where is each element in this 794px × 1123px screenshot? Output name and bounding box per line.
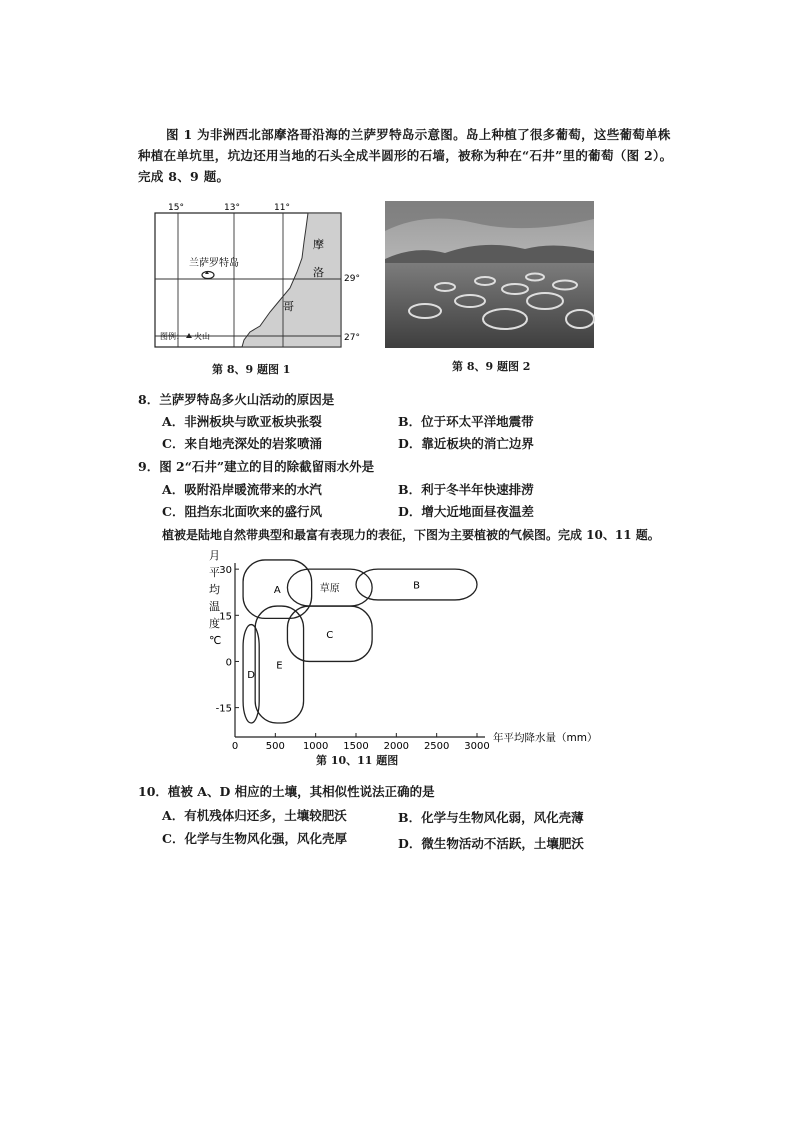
x-tick-label: 500	[265, 741, 285, 752]
q8-option-c: C．来自地壳深处的岩浆喷涌	[162, 436, 322, 451]
map-figure	[152, 200, 360, 350]
q9-option-a: A．吸附沿岸暖流带来的水汽	[162, 482, 322, 497]
region-label: E	[276, 660, 283, 672]
y-label-char: 月	[209, 549, 220, 562]
intro-paragraph-2: 植被是陆地自然带典型和最富有表现力的表征，下图为主要植被的气候图。完成 10、11 题。	[162, 528, 660, 542]
y-tick-label: 0	[225, 657, 232, 669]
x-tick-label: 2500	[423, 741, 450, 752]
y-tick-label: 30	[219, 565, 232, 577]
intro-paragraph-1	[138, 124, 678, 187]
q10-option-b: B．化学与生物风化弱，风化壳薄	[398, 810, 584, 825]
chart-svg	[195, 545, 615, 750]
region-label: 草原	[319, 583, 340, 595]
y-axis-label	[209, 549, 221, 647]
lon-label-11: 11°	[274, 203, 290, 213]
y-label-char: 度	[209, 617, 220, 630]
region-label: B	[413, 580, 420, 592]
photo-svg	[385, 201, 594, 348]
x-tick-label: 0	[231, 741, 239, 752]
y-label-char: 均	[209, 583, 220, 596]
region-label: A	[273, 585, 281, 597]
q8-option-d: D．靠近板块的消亡边界	[398, 436, 534, 451]
q9-option-d: D．增大近地面昼夜温差	[398, 504, 534, 519]
lat-label-27: 27°	[344, 333, 360, 343]
q10-option-d: D．微生物活动不活跃，土壤肥沃	[398, 836, 584, 851]
country-char-1: 摩	[313, 238, 324, 251]
map-svg	[152, 200, 360, 350]
country-char-3: 哥	[283, 300, 294, 313]
island-label: 兰萨罗特岛	[189, 258, 239, 269]
region-label: C	[326, 629, 334, 641]
x-axis-label: 年平均降水量（mm）	[493, 732, 598, 744]
q10-option-a: A．有机残体归还多，土壤较肥沃	[162, 808, 347, 823]
intro-line-3: 完成 8、9 题。	[138, 169, 230, 184]
q9-stem: 9．图 2“石井”建立的目的除截留雨水外是	[138, 459, 375, 474]
q8-option-a: A．非洲板块与欧亚板块张裂	[162, 414, 322, 429]
map-caption: 第 8、9 题图 1	[212, 363, 291, 376]
q8-stem: 8．兰萨罗特岛多火山活动的原因是	[138, 392, 335, 407]
photo-caption: 第 8、9 题图 2	[452, 360, 531, 373]
photo-figure	[385, 201, 594, 348]
x-tick-label: 1000	[302, 741, 329, 752]
lon-label-15: 15°	[168, 203, 184, 213]
legend-item: 火山	[194, 332, 210, 341]
q9-option-b: B．利于冬半年快速排涝	[398, 482, 534, 497]
intro-line-2: 种植在单坑里，坑边还用当地的石头全成半圆形的石墙，被称为种在“石井”里的葡萄（图 2）。	[138, 148, 673, 163]
x-tick-label: 3000	[464, 741, 490, 752]
country-char-2: 洛	[313, 266, 324, 279]
y-tick-label: 15	[219, 611, 232, 623]
q10-stem: 10．植被 A、D 相应的土壤，其相似性说法正确的是	[138, 784, 435, 799]
intro-line-1: 图 1 为非洲西北部摩洛哥沿海的兰萨罗特岛示意图。岛上种植了很多葡萄，这些葡萄单株	[166, 127, 671, 142]
y-label-char: ℃	[209, 634, 222, 647]
q10-option-c: C．化学与生物风化强，风化壳厚	[162, 831, 347, 846]
y-tick-label: -15	[215, 703, 232, 715]
lat-label-29: 29°	[344, 274, 360, 284]
region-label: D	[247, 669, 255, 681]
q8-option-b: B．位于环太平洋地震带	[398, 414, 534, 429]
climate-chart	[195, 545, 615, 750]
lon-label-13: 13°	[224, 203, 240, 213]
x-tick-label: 1500	[343, 741, 369, 752]
y-label-char: 温	[209, 600, 220, 613]
y-label-char: 平	[209, 566, 220, 579]
x-tick-label: 2000	[383, 741, 410, 752]
legend-label: 图例：	[160, 332, 184, 341]
q9-option-c: C．阻挡东北面吹来的盛行风	[162, 504, 322, 519]
chart-caption: 第 10、11 题图	[316, 754, 399, 767]
